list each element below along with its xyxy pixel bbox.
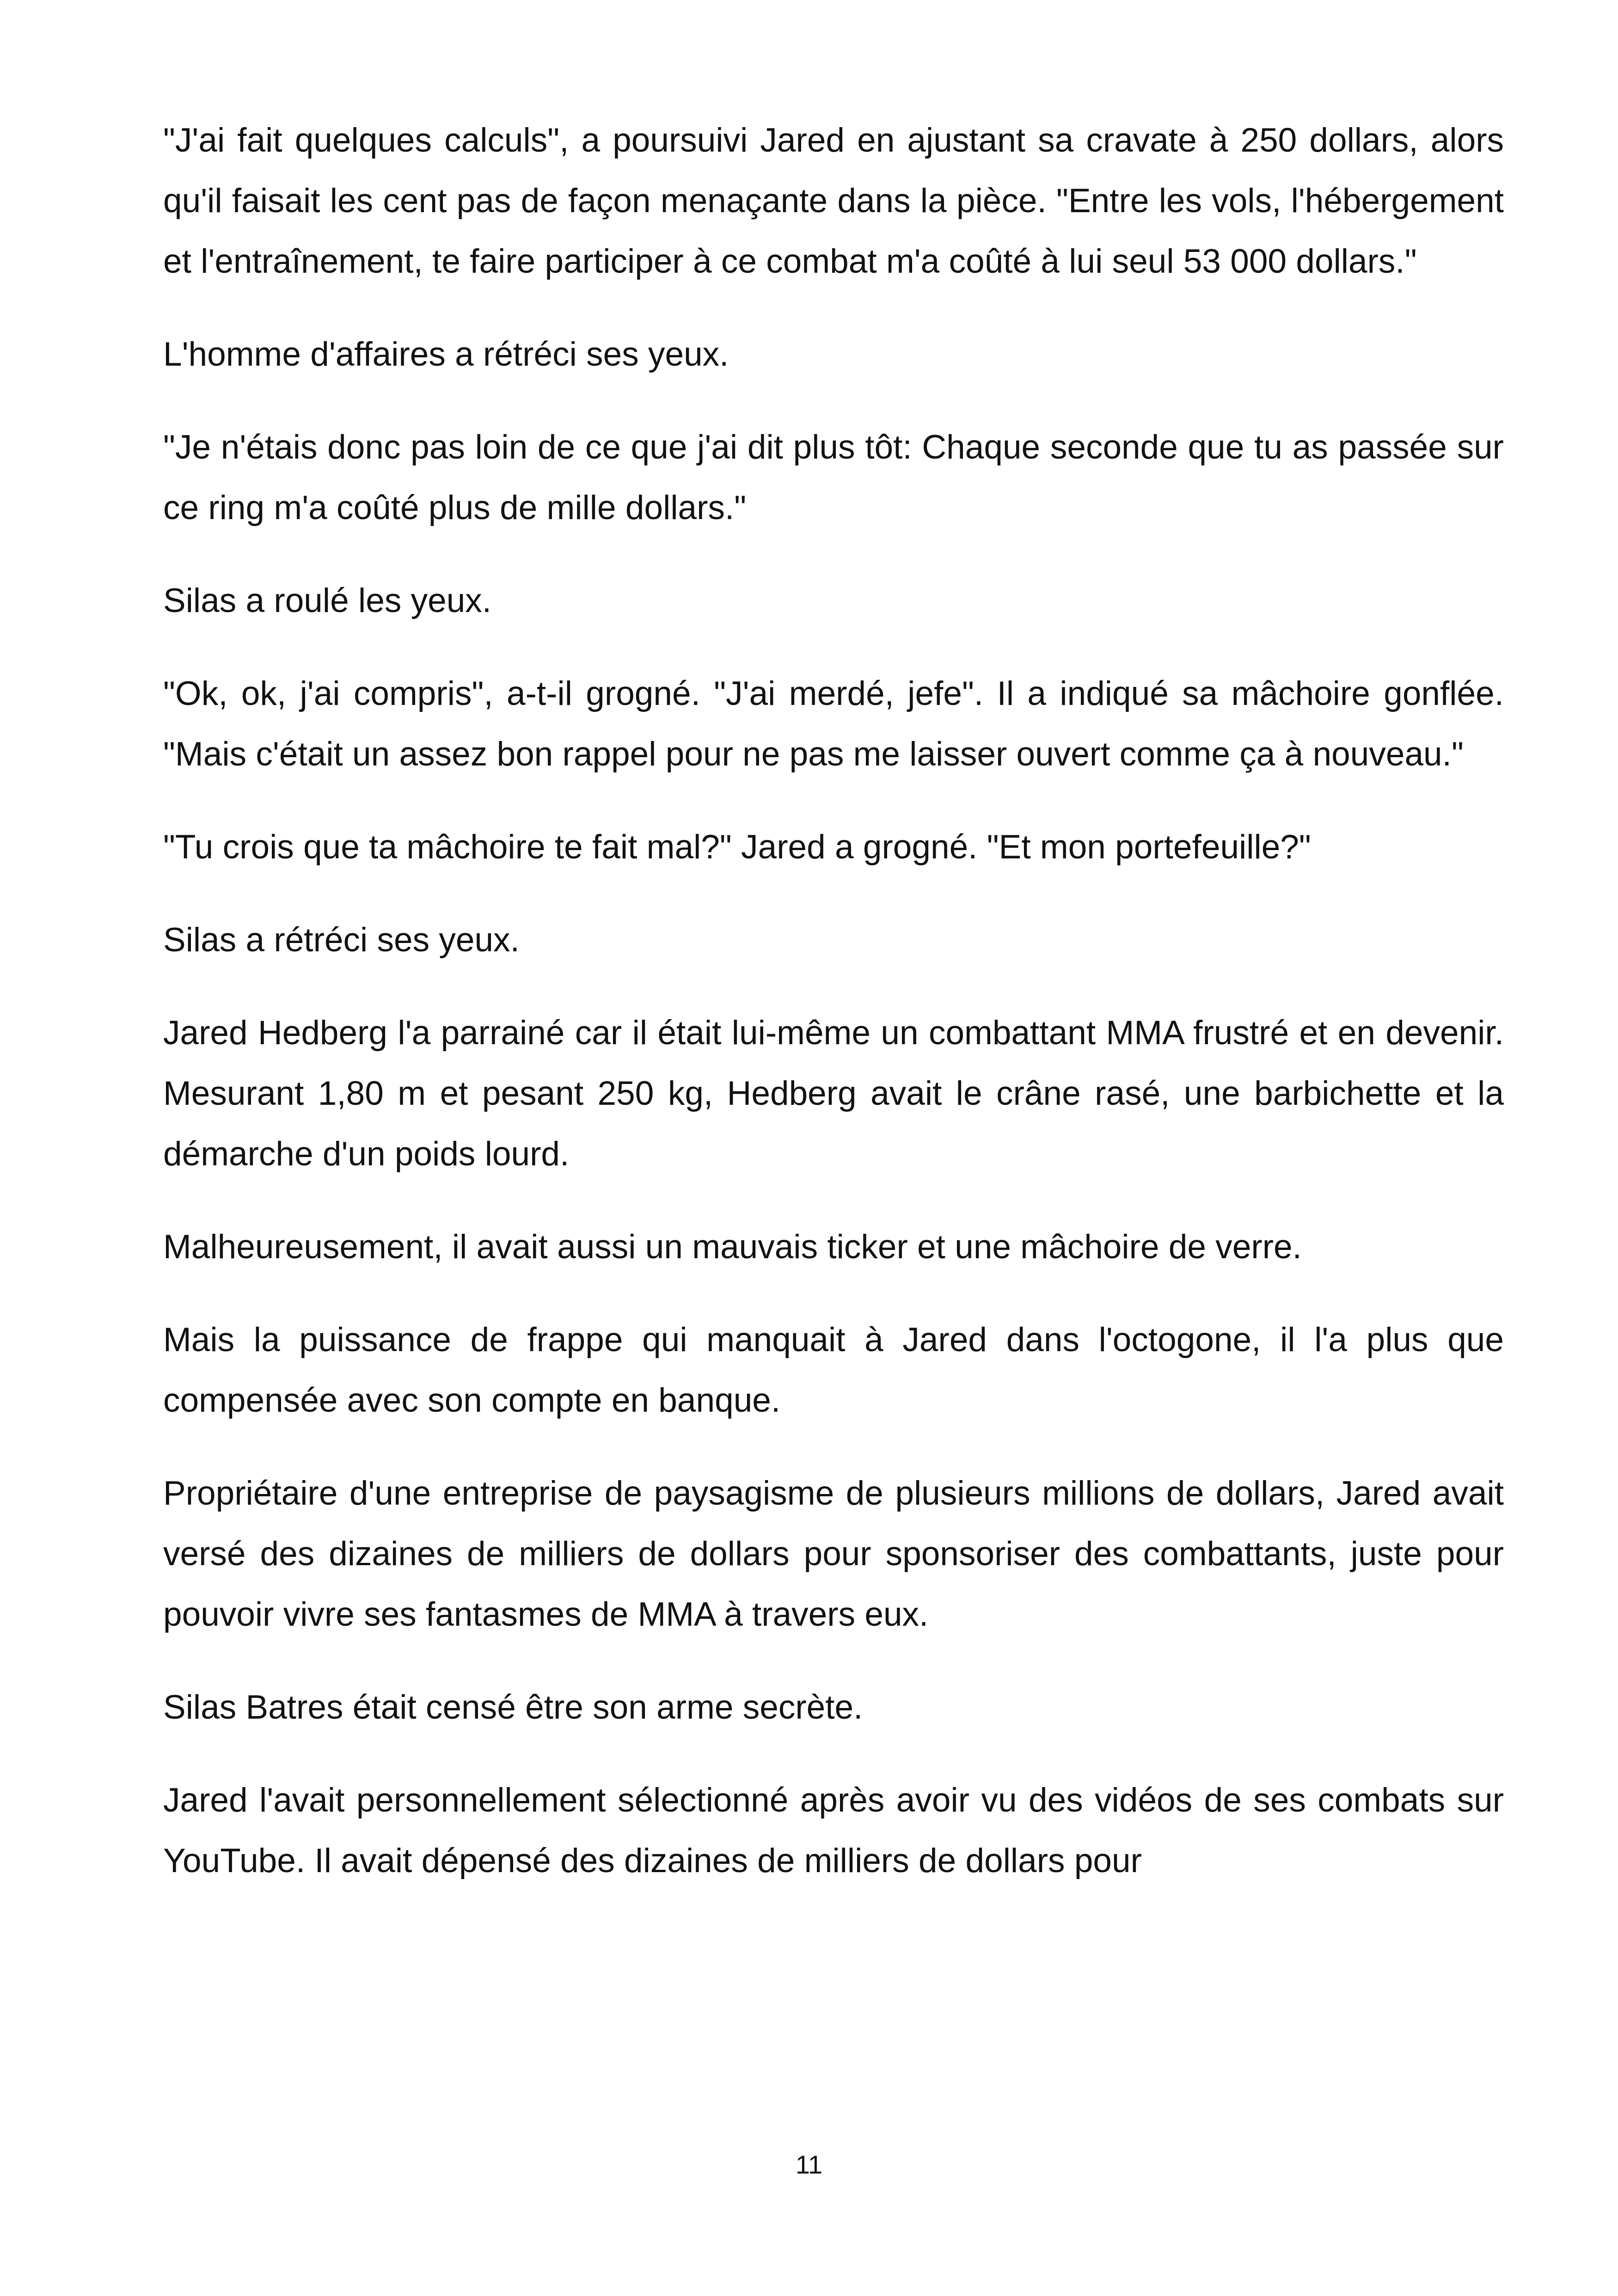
paragraph: Jared l'avait personnellement sélectionné après avoir vu des vidéos de ses combats sur YouTube. Il avait dépensé des dizaines de milliers de dollars pour xyxy=(163,1782,1504,1880)
paragraph: Mais la puissance de frappe qui manquait à Jared dans l'octogone, il l'a plus que compensée avec son compte en banque. xyxy=(163,1321,1504,1419)
paragraph: Propriétaire d'une entreprise de paysagisme de plusieurs millions de dollars, Jared avait versé des dizaines de milliers de dollars pour sponsoriser des combattants, juste pour pouvoir vivre ses fantasmes de MMA à travers eux. xyxy=(163,1475,1504,1633)
paragraph: Silas a rétréci ses yeux. xyxy=(163,921,520,959)
paragraph: Silas a roulé les yeux. xyxy=(163,582,492,619)
paragraph: Jared Hedberg l'a parrainé car il était lui-même un combattant MMA frustré et en devenir. Mesurant 1,80 m et pesant 250 kg, Hedberg avait le crâne rasé, une barbichette et la démarche d'un poids lourd. xyxy=(163,1014,1504,1173)
paragraph: "J'ai fait quelques calculs", a poursuivi Jared en ajustant sa cravate à 250 dollars, alors qu'il faisait les cent pas de façon menaçante dans la pièce. "Entre les vols, l'hébergement et l'entraînement, te faire participer à ce combat m'a coûté à lui seul 53 000 dollars." xyxy=(163,122,1504,280)
paragraph: "Tu crois que ta mâchoire te fait mal?" Jared a grogné. "Et mon portefeuille?" xyxy=(163,828,1311,866)
paragraph: "Ok, ok, j'ai compris", a-t-il grogné. "J'ai merdé, jefe". Il a indiqué sa mâchoire gonflée. "Mais c'était un assez bon rappel pour ne pas me laisser ouvert comme ça à nouveau." xyxy=(163,675,1504,773)
body-text xyxy=(163,110,1504,1923)
page-number: 11 xyxy=(795,2150,823,2179)
paragraph: Malheureusement, il avait aussi un mauvais ticker et une mâchoire de verre. xyxy=(163,1228,1302,1266)
paragraph: L'homme d'affaires a rétréci ses yeux. xyxy=(163,336,729,373)
paragraph: Silas Batres était censé être son arme secrète. xyxy=(163,1689,863,1726)
paragraph: "Je n'étais donc pas loin de ce que j'ai dit plus tôt: Chaque seconde que tu as passée sur ce ring m'a coûté plus de mille dollars." xyxy=(163,429,1504,527)
